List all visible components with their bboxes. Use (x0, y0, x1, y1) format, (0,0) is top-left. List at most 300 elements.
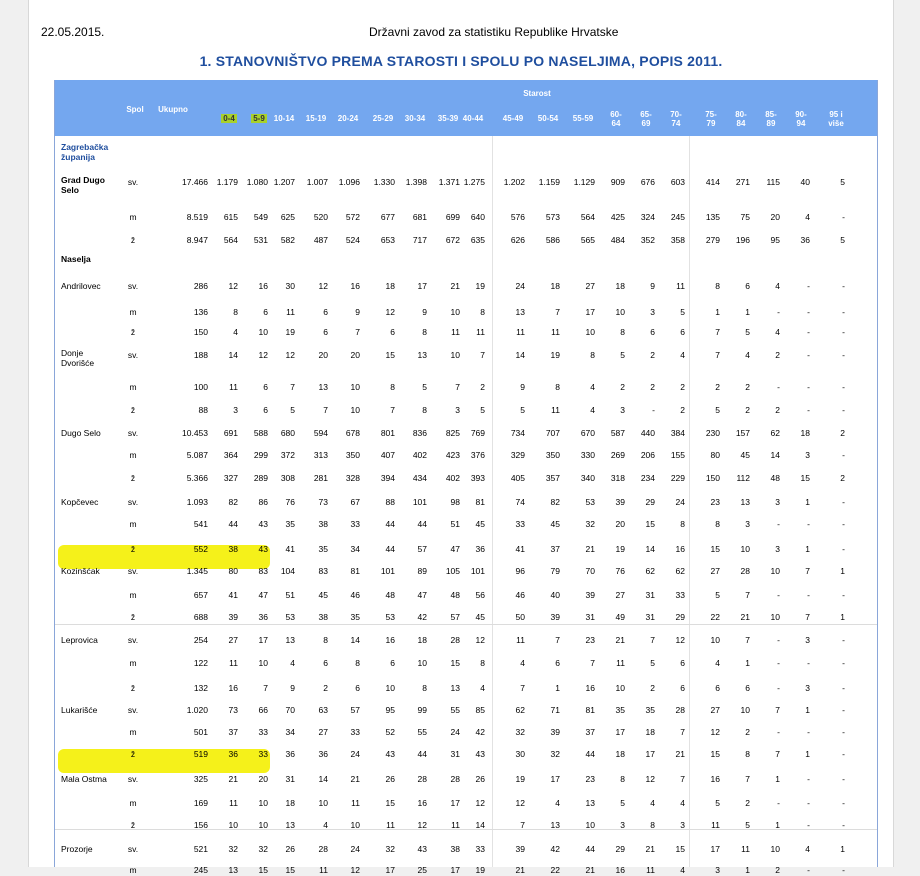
age-value-cell: 21 (585, 544, 595, 554)
age-value-cell: 299 (253, 450, 268, 460)
age-value-cell: 11 (351, 798, 360, 808)
age-value-cell: 17 (615, 727, 625, 737)
header-age-20-24: 20-24 (337, 114, 359, 123)
age-value-cell: 29 (645, 497, 655, 507)
age-value-cell: 29 (615, 844, 625, 854)
age-value-cell: - (807, 798, 810, 808)
age-value-cell: 6 (680, 683, 685, 693)
settlement-name: Grad Dugo Selo (61, 175, 105, 195)
age-value-cell: - (807, 307, 810, 317)
age-value-cell: 18 (285, 798, 295, 808)
age-value-cell: 531 (253, 235, 268, 245)
age-value-cell: 32 (228, 844, 238, 854)
age-value-cell: - (842, 450, 845, 460)
age-value-cell: 12 (285, 350, 295, 360)
age-value-cell: 4 (290, 658, 295, 668)
age-value-cell: 14 (350, 635, 360, 645)
age-value-cell: 13 (550, 820, 560, 830)
age-value-cell: 33 (350, 519, 360, 529)
age-value-cell: 11 (319, 865, 328, 875)
age-value-cell: 487 (313, 235, 328, 245)
age-value-cell: 3 (455, 405, 460, 415)
age-value-cell: 7 (520, 820, 525, 830)
age-value-cell: 46 (515, 590, 525, 600)
age-value-cell: 31 (645, 612, 655, 622)
age-value-cell: 14 (770, 450, 780, 460)
age-value-cell: 70 (285, 705, 295, 715)
age-value-cell: 12 (385, 307, 395, 317)
age-value-cell: 99 (417, 705, 427, 715)
age-value-cell: 29 (675, 612, 685, 622)
total-cell: 521 (193, 844, 208, 854)
age-value-cell: 14 (515, 350, 525, 360)
age-value-cell: 2 (323, 683, 328, 693)
population-table (54, 80, 878, 875)
age-value-cell: 76 (615, 566, 625, 576)
age-value-cell: 42 (417, 612, 427, 622)
total-cell: 254 (193, 635, 208, 645)
age-value-cell: 18 (385, 281, 395, 291)
age-value-cell: 5 (840, 235, 845, 245)
age-value-cell: 549 (253, 212, 268, 222)
age-value-cell: 18 (800, 428, 810, 438)
age-value-cell: 17 (417, 281, 427, 291)
age-value-cell: 18 (417, 635, 427, 645)
age-value-cell: 18 (615, 749, 625, 759)
age-value-cell: 7 (775, 749, 780, 759)
table-row (55, 657, 877, 669)
header-age-40-44: 40-44 (462, 114, 484, 123)
sex-cell: ž (130, 820, 136, 830)
age-value-cell: 626 (510, 235, 525, 245)
age-value-cell: 27 (318, 727, 328, 737)
age-value-cell: 376 (470, 450, 485, 460)
age-value-cell: 11 (711, 820, 720, 830)
settlement-name: Kozinšćak (61, 566, 100, 576)
age-value-cell: 105 (445, 566, 460, 576)
age-value-cell: 44 (585, 844, 595, 854)
header-age-65-69: 65- 69 (640, 110, 652, 128)
age-value-cell: 12 (417, 820, 427, 830)
total-cell: 132 (193, 683, 208, 693)
age-value-cell: 734 (510, 428, 525, 438)
age-value-cell: 8 (620, 774, 625, 784)
age-value-cell: - (842, 307, 845, 317)
age-value-cell: 594 (313, 428, 328, 438)
total-cell: 1.345 (186, 566, 208, 576)
sex-cell: m (129, 450, 137, 460)
table-row (55, 797, 877, 809)
age-value-cell: 281 (313, 473, 328, 483)
age-value-cell: 50 (515, 612, 525, 622)
age-value-cell: 19 (615, 544, 625, 554)
age-value-cell: 10 (450, 307, 460, 317)
header-age-15-19: 15-19 (305, 114, 327, 123)
age-value-cell: 1 (840, 844, 845, 854)
sex-cell: ž (130, 405, 136, 415)
age-value-cell: 135 (705, 212, 720, 222)
age-value-cell: 32 (258, 844, 268, 854)
total-cell: 519 (193, 749, 208, 759)
age-value-cell: 13 (450, 683, 460, 693)
age-value-cell: 318 (610, 473, 625, 483)
age-value-cell: 313 (313, 450, 328, 460)
settlement-name: Dugo Selo (61, 428, 101, 438)
age-value-cell: 21 (450, 281, 460, 291)
age-value-cell: 31 (285, 774, 295, 784)
age-value-cell: 364 (223, 450, 238, 460)
age-value-cell: 96 (515, 566, 525, 576)
age-value-cell: 53 (385, 612, 395, 622)
age-value-cell: 44 (228, 519, 238, 529)
age-value-cell: 73 (228, 705, 238, 715)
header-age-30-34: 30-34 (404, 114, 426, 123)
table-row (55, 773, 877, 785)
age-value-cell: 393 (470, 473, 485, 483)
age-value-cell: 678 (345, 428, 360, 438)
age-value-cell: 40 (550, 590, 560, 600)
age-value-cell: 7 (715, 350, 720, 360)
table-row (55, 472, 877, 484)
age-value-cell: - (842, 382, 845, 392)
age-value-cell: 36 (258, 612, 268, 622)
age-value-cell: 49 (615, 612, 625, 622)
sex-cell: sv. (127, 635, 139, 645)
table-row (55, 726, 877, 738)
total-cell: 8.519 (186, 212, 208, 222)
age-value-cell: 2 (775, 405, 780, 415)
age-value-cell: 14 (228, 350, 238, 360)
age-value-cell: 3 (620, 405, 625, 415)
age-value-cell: - (777, 519, 780, 529)
age-value-cell: 269 (610, 450, 625, 460)
age-value-cell: 8 (715, 281, 720, 291)
table-row (55, 748, 877, 760)
table-row (55, 611, 877, 623)
age-value-cell: 670 (580, 428, 595, 438)
age-value-cell: 27 (615, 590, 625, 600)
age-value-cell: 62 (675, 566, 685, 576)
age-value-cell: 10 (258, 820, 268, 830)
total-cell: 325 (193, 774, 208, 784)
total-cell: 122 (193, 658, 208, 668)
age-value-cell: - (777, 307, 780, 317)
age-value-cell: 27 (585, 281, 595, 291)
age-value-cell: 7 (745, 635, 750, 645)
sex-cell: sv. (127, 281, 139, 291)
age-value-cell: 4 (233, 327, 238, 337)
age-value-cell: 150 (705, 473, 720, 483)
table-header (55, 80, 877, 136)
age-value-cell: 676 (640, 177, 655, 187)
age-value-cell: 4 (775, 281, 780, 291)
age-value-cell: 7 (745, 590, 750, 600)
age-value-cell: 16 (675, 544, 685, 554)
age-value-cell: 17 (710, 844, 720, 854)
age-value-cell: 440 (640, 428, 655, 438)
age-value-cell: 11 (646, 865, 655, 875)
age-value-cell: 30 (285, 281, 295, 291)
total-cell: 501 (193, 727, 208, 737)
age-value-cell: 63 (318, 705, 328, 715)
age-value-cell: 3 (650, 307, 655, 317)
age-value-cell: 1 (805, 705, 810, 715)
age-value-cell: 12 (350, 865, 360, 875)
age-value-cell: - (842, 727, 845, 737)
age-value-cell: 229 (670, 473, 685, 483)
age-value-cell: - (807, 350, 810, 360)
age-value-cell: 524 (345, 235, 360, 245)
age-value-cell: 196 (735, 235, 750, 245)
age-value-cell: - (842, 497, 845, 507)
age-value-cell: 640 (470, 212, 485, 222)
age-value-cell: 101 (470, 566, 485, 576)
age-value-cell: 1 (805, 544, 810, 554)
age-value-cell: 635 (470, 235, 485, 245)
age-value-cell: 12 (475, 635, 485, 645)
age-value-cell: 15 (450, 658, 460, 668)
age-value-cell: 327 (223, 473, 238, 483)
age-value-cell: 32 (385, 844, 395, 854)
age-value-cell: 588 (253, 428, 268, 438)
age-value-cell: - (842, 820, 845, 830)
age-value-cell: - (777, 727, 780, 737)
age-value-cell: 7 (555, 635, 560, 645)
sex-cell: m (129, 307, 137, 317)
total-cell: 100 (193, 382, 208, 392)
age-value-cell: 21 (515, 865, 525, 875)
age-value-cell: 10 (417, 658, 427, 668)
age-value-cell: 31 (585, 612, 595, 622)
age-value-cell: 5 (422, 382, 427, 392)
age-value-cell: - (807, 327, 810, 337)
age-value-cell: 7 (480, 350, 485, 360)
table-row (55, 449, 877, 461)
age-value-cell: 615 (223, 212, 238, 222)
age-value-cell: 35 (350, 612, 360, 622)
age-value-cell: 6 (323, 307, 328, 317)
age-value-cell: 81 (585, 705, 595, 715)
age-value-cell: 13 (585, 798, 595, 808)
age-value-cell: 115 (766, 177, 780, 187)
total-cell: 1.020 (186, 705, 208, 715)
age-value-cell: 17 (385, 865, 395, 875)
age-value-cell: 2 (715, 382, 720, 392)
age-value-cell: 16 (258, 281, 268, 291)
age-value-cell: 1 (555, 683, 560, 693)
age-value-cell: 340 (580, 473, 595, 483)
table-row (55, 843, 877, 855)
age-value-cell: 5 (745, 327, 750, 337)
age-value-cell: 425 (610, 212, 625, 222)
age-value-cell: 1 (805, 497, 810, 507)
age-value-cell: 12 (475, 798, 485, 808)
age-value-cell: 22 (710, 612, 720, 622)
age-value-cell: 6 (355, 683, 360, 693)
age-value-cell: 24 (675, 497, 685, 507)
row-separator (55, 624, 877, 625)
age-value-cell: 36 (318, 749, 328, 759)
age-value-cell: 1 (745, 865, 750, 875)
age-value-cell: 26 (475, 774, 485, 784)
age-value-cell: 38 (318, 612, 328, 622)
age-value-cell: 230 (705, 428, 720, 438)
sex-cell: m (129, 658, 137, 668)
age-value-cell: - (842, 635, 845, 645)
age-value-cell: 1.202 (503, 177, 525, 187)
age-value-cell: 35 (615, 705, 625, 715)
age-value-cell: 41 (228, 590, 238, 600)
age-value-cell: 55 (417, 727, 427, 737)
age-value-cell: 33 (475, 844, 485, 854)
age-value-cell: 1.207 (273, 177, 295, 187)
age-value-cell: 329 (510, 450, 525, 460)
total-cell: 17.466 (182, 177, 208, 187)
age-value-cell: 5 (650, 658, 655, 668)
age-value-cell: 155 (670, 450, 685, 460)
age-value-cell: 520 (313, 212, 328, 222)
table-row (55, 543, 877, 555)
total-cell: 8.947 (186, 235, 208, 245)
section-label: Naselja (61, 254, 91, 264)
age-value-cell: 289 (253, 473, 268, 483)
age-value-cell: 41 (515, 544, 525, 554)
age-value-cell: 15 (800, 473, 810, 483)
table-row (55, 864, 877, 876)
settlement-name: Kopčevec (61, 497, 99, 507)
age-value-cell: 423 (445, 450, 460, 460)
age-value-cell: 35 (645, 705, 655, 715)
age-value-cell: 71 (550, 705, 560, 715)
age-value-cell: 75 (740, 212, 750, 222)
age-value-cell: 8 (480, 658, 485, 668)
age-value-cell: 573 (545, 212, 560, 222)
age-value-cell: 11 (286, 307, 295, 317)
table-row (55, 819, 877, 831)
total-cell: 657 (193, 590, 208, 600)
age-value-cell: 11 (386, 820, 395, 830)
age-value-cell: 10 (385, 683, 395, 693)
age-value-cell: 2 (745, 382, 750, 392)
age-value-cell: 15 (710, 544, 720, 554)
age-value-cell: 48 (770, 473, 780, 483)
age-value-cell: 717 (412, 235, 427, 245)
age-value-cell: 7 (745, 774, 750, 784)
table-row (55, 348, 877, 368)
age-value-cell: 23 (710, 497, 720, 507)
total-cell: 169 (193, 798, 208, 808)
age-value-cell: 56 (475, 590, 485, 600)
age-value-cell: 10 (740, 544, 750, 554)
age-value-cell: 9 (422, 307, 427, 317)
age-value-cell: 6 (263, 405, 268, 415)
age-value-cell: 11 (741, 844, 750, 854)
age-value-cell: - (807, 774, 810, 784)
age-value-cell: 7 (805, 566, 810, 576)
age-value-cell: 572 (345, 212, 360, 222)
age-value-cell: 34 (285, 727, 295, 737)
age-value-cell: 3 (805, 635, 810, 645)
sex-cell: ž (130, 544, 136, 554)
age-value-cell: 1.159 (538, 177, 560, 187)
age-value-cell: 16 (350, 281, 360, 291)
age-value-cell: 36 (800, 235, 810, 245)
age-value-cell: 45 (550, 519, 560, 529)
age-value-cell: 6 (650, 327, 655, 337)
total-cell: 552 (193, 544, 208, 554)
settlement-name: Andrilovec (61, 281, 101, 291)
age-value-cell: 21 (228, 774, 238, 784)
age-value-cell: 10 (615, 683, 625, 693)
age-value-cell: 8 (590, 350, 595, 360)
age-value-cell: 33 (515, 519, 525, 529)
age-value-cell: 73 (318, 497, 328, 507)
age-value-cell: 48 (450, 590, 460, 600)
age-value-cell: 35 (318, 544, 328, 554)
age-value-cell: 15 (675, 844, 685, 854)
header-age-45-49: 45-49 (502, 114, 524, 123)
table-row (55, 175, 877, 195)
age-value-cell: 23 (585, 774, 595, 784)
age-value-cell: - (777, 635, 780, 645)
age-value-cell: 1.007 (306, 177, 328, 187)
age-value-cell: 36 (228, 749, 238, 759)
age-value-cell: 43 (258, 544, 268, 554)
age-value-cell: 82 (228, 497, 238, 507)
age-value-cell: 4 (680, 798, 685, 808)
age-value-cell: 24 (350, 749, 360, 759)
age-value-cell: 17 (258, 635, 268, 645)
age-value-cell: 17 (450, 798, 460, 808)
age-value-cell: - (842, 865, 845, 875)
age-value-cell: 20 (318, 350, 328, 360)
age-value-cell: 6 (680, 327, 685, 337)
age-value-cell: 10 (585, 820, 595, 830)
age-value-cell: 11 (229, 798, 238, 808)
age-value-cell: 17 (450, 865, 460, 875)
age-value-cell: 582 (280, 235, 295, 245)
age-value-cell: 8 (323, 635, 328, 645)
age-value-cell: 7 (263, 683, 268, 693)
age-value-cell: 6 (745, 281, 750, 291)
age-value-cell: 27 (710, 566, 720, 576)
age-value-cell: 19 (475, 281, 485, 291)
age-value-cell: 4 (650, 798, 655, 808)
age-value-cell: 43 (475, 749, 485, 759)
age-value-cell: 46 (350, 590, 360, 600)
age-value-cell: - (777, 683, 780, 693)
table-row (55, 381, 877, 393)
age-value-cell: 85 (475, 705, 485, 715)
age-value-cell: 45 (475, 612, 485, 622)
age-value-cell: 414 (705, 177, 720, 187)
age-value-cell: 7 (715, 327, 720, 337)
age-value-cell: 101 (380, 566, 395, 576)
header-age-55-59: 55-59 (572, 114, 594, 123)
sex-cell: m (129, 212, 137, 222)
age-value-cell: 70 (585, 566, 595, 576)
age-value-cell: 3 (745, 519, 750, 529)
age-value-cell: 8 (422, 683, 427, 693)
age-value-cell: 53 (285, 612, 295, 622)
table-body (55, 136, 877, 875)
age-value-cell: 79 (550, 566, 560, 576)
age-value-cell: 4 (480, 683, 485, 693)
age-value-cell: 12 (515, 798, 525, 808)
age-value-cell: 8 (480, 307, 485, 317)
age-value-cell: 352 (640, 235, 655, 245)
total-cell: 136 (193, 307, 208, 317)
